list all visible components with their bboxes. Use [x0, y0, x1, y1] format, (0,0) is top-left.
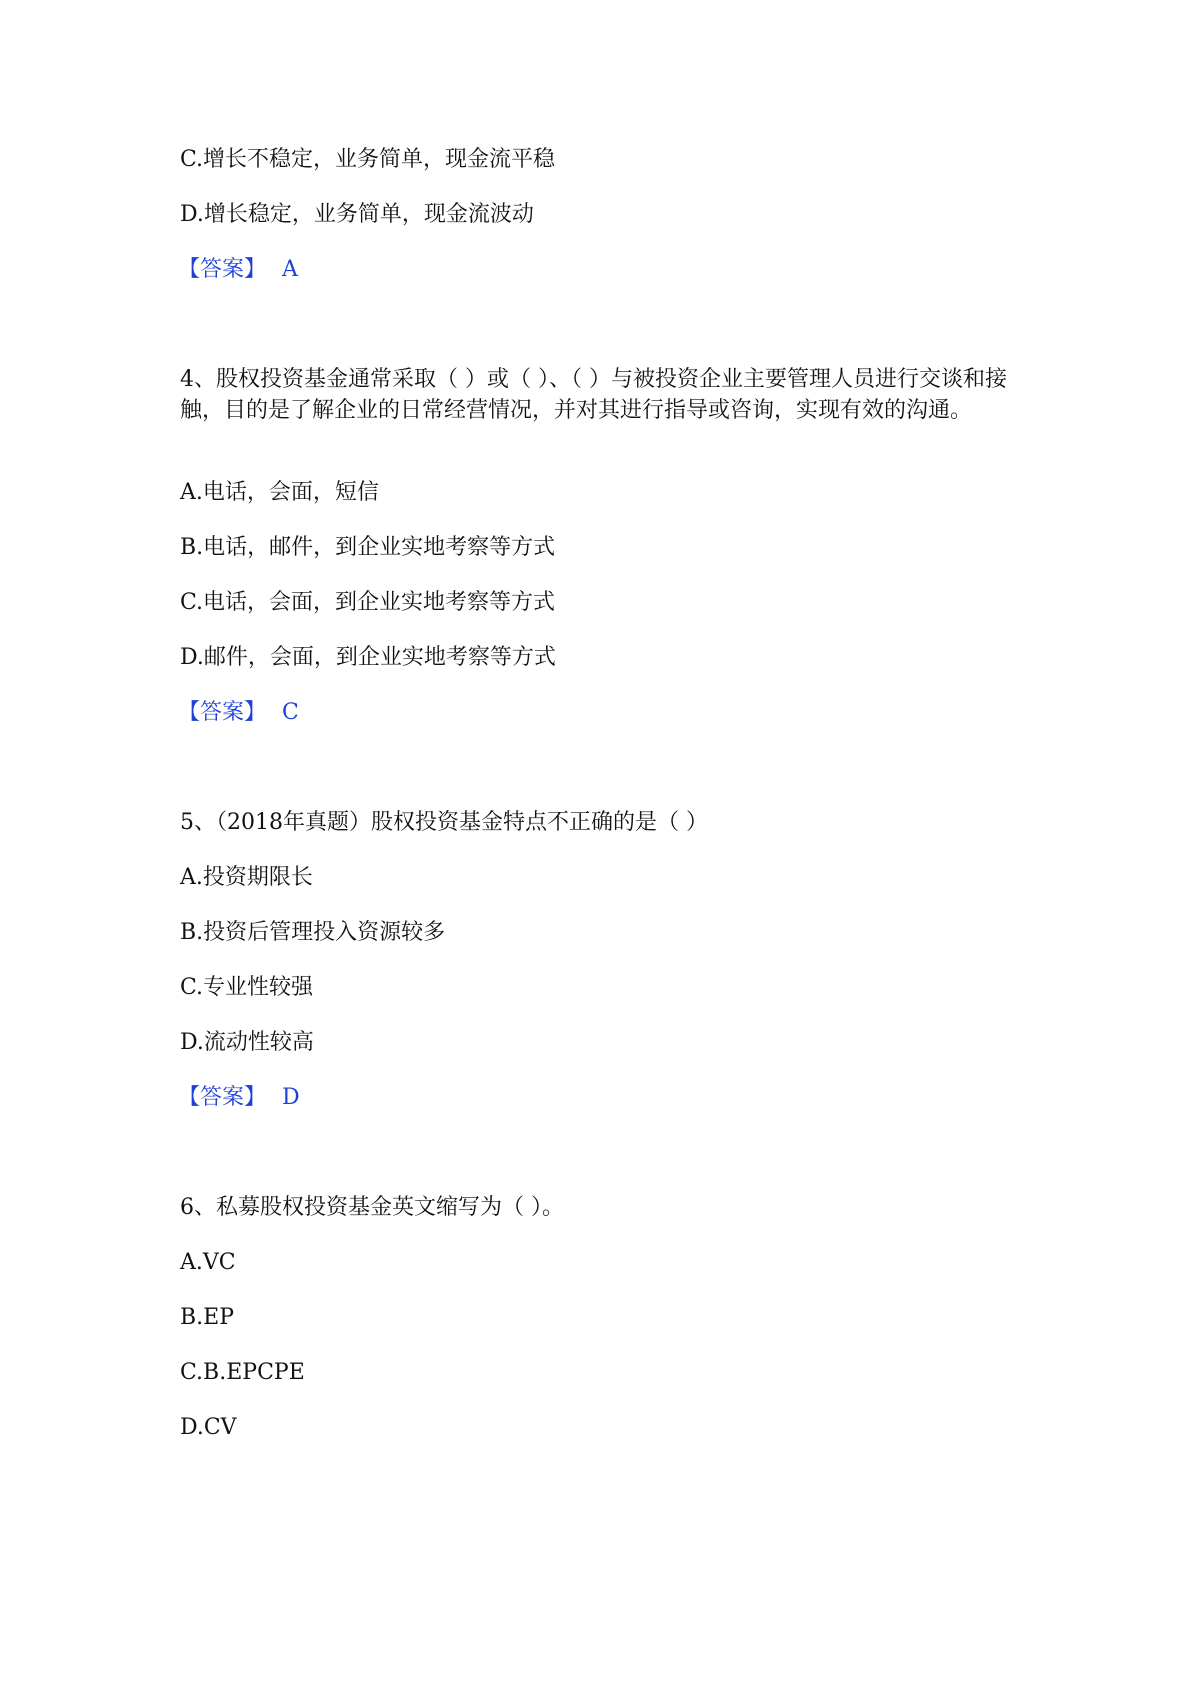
option-c: C.专业性较强: [180, 975, 314, 1000]
answer-value: A: [282, 257, 298, 282]
answer-line: [178, 254, 298, 285]
option-c: C.电话，会面，到企业实地考察等方式: [180, 590, 556, 615]
option-d: D.CV: [180, 1415, 237, 1440]
option-b: B.电话，邮件，到企业实地考察等方式: [180, 535, 556, 560]
option-b: B.EP: [180, 1305, 235, 1330]
answer-line: [178, 697, 299, 728]
answer-label: 【答案】: [178, 1085, 267, 1110]
option-d: D.增长稳定，业务简单，现金流波动: [180, 202, 534, 227]
option-a: A.电话，会面，短信: [180, 480, 379, 505]
answer-label: 【答案】: [178, 257, 267, 282]
option-d: D.邮件，会面，到企业实地考察等方式: [180, 645, 556, 670]
answer-value: C: [282, 700, 299, 725]
option-a: A.投资期限长: [180, 865, 313, 890]
option-c: C.增长不稳定，业务简单，现金流平稳: [180, 147, 556, 172]
option-c: C.B.EPCPE: [180, 1360, 305, 1385]
option-b: B.投资后管理投入资源较多: [180, 920, 446, 945]
option-a: A.VC: [180, 1250, 236, 1275]
option-d: D.流动性较高: [180, 1030, 314, 1055]
question-stem: 4、股权投资基金通常采取（ ）或（ ）、（ ）与被投资企业主要管理人员进行交谈和接触，目的是了解企业的日常经营情况，并对其进行指导或咨询，实现有效的沟通。: [180, 367, 1007, 423]
answer-label: 【答案】: [178, 700, 267, 725]
answer-line: [178, 1082, 300, 1113]
question-stem: 5、（2018年真题）股权投资基金特点不正确的是（ ）: [180, 810, 708, 835]
answer-value: D: [282, 1085, 300, 1110]
question-stem: 6、私募股权投资基金英文缩写为（ ）。: [180, 1195, 564, 1220]
